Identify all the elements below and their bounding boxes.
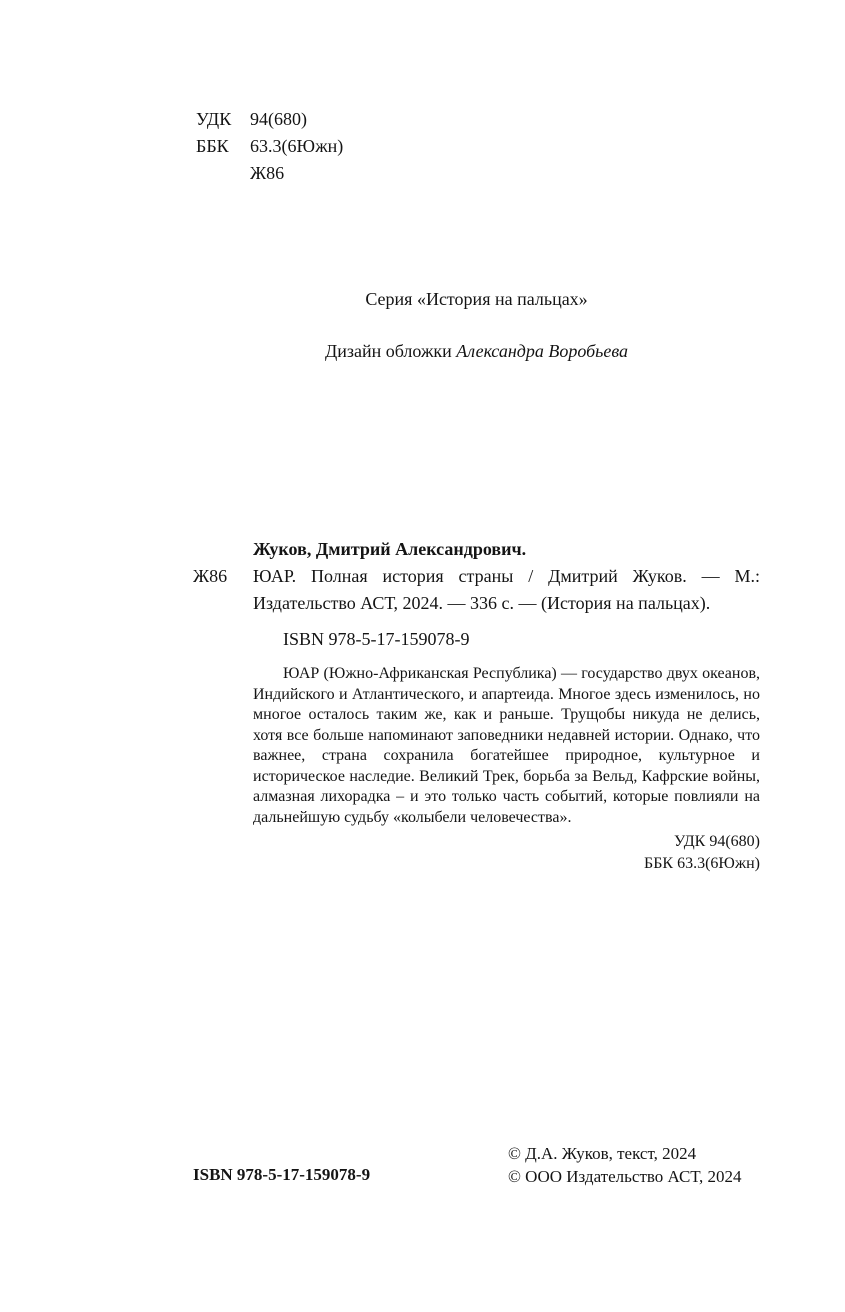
cataloging-block [193, 536, 760, 875]
udk-ref: УДК 94(680) [674, 833, 760, 850]
bbk-value: 63.3(6Южн) [250, 136, 344, 156]
isbn-line: ISBN 978-5-17-159078-9 [283, 629, 470, 649]
author-heading: Жуков, Дмитрий Александрович. [253, 539, 527, 559]
cover-design-line [193, 341, 760, 362]
design-prefix: Дизайн обложки [324, 341, 457, 361]
classification-codes [196, 106, 343, 187]
udk-label: УДК [196, 109, 232, 129]
udk-row [196, 106, 343, 133]
series-line: Серия «История на пальцах» [365, 289, 588, 309]
bibliographic-row [193, 563, 760, 617]
copyright-block [508, 1142, 741, 1188]
bibliographic-description: ЮАР. Полная история страны / Дмитрий Жуков. — М.: Издательство АСТ, 2024. — 336 с. — (История на пальцах). [253, 566, 760, 613]
copyright-publisher: © ООО Издательство АСТ, 2024 [508, 1167, 742, 1186]
bbk-label: ББК [196, 136, 229, 156]
author-sign-margin: Ж86 [193, 566, 228, 586]
designer-name: Александра Воробьева [456, 341, 629, 361]
isbn-footer: ISBN 978-5-17-159078-9 [193, 1165, 371, 1184]
author-sign-row [196, 160, 343, 187]
author-sign: Ж86 [250, 163, 285, 183]
bbk-ref: ББК 63.3(6Южн) [644, 855, 760, 872]
copyright-author: © Д.А. Жуков, текст, 2024 [508, 1144, 697, 1163]
udk-value: 94(680) [250, 109, 307, 129]
bbk-row [196, 133, 343, 160]
annotation-text: ЮАР (Южно-Африканская Республика) — государство двух океанов, Индийского и Атлантического, и апартеида. Многое здесь изменилось, но многое осталось таким же, как и раньше. Трущобы никуда не делись, хотя все больше напоминают заповедники недавней истории. Однако, что важнее, страна сохранила богатейшее природное, культурное и историческое наследие. Великий Трек, борьба за Вельд, Кафрские войны, алмазная лихорадка – и это только часть событий, которые повлияли на дальнейшую судьбу «колыбели человечества». [253, 665, 760, 826]
classification-codes-right [193, 831, 760, 875]
